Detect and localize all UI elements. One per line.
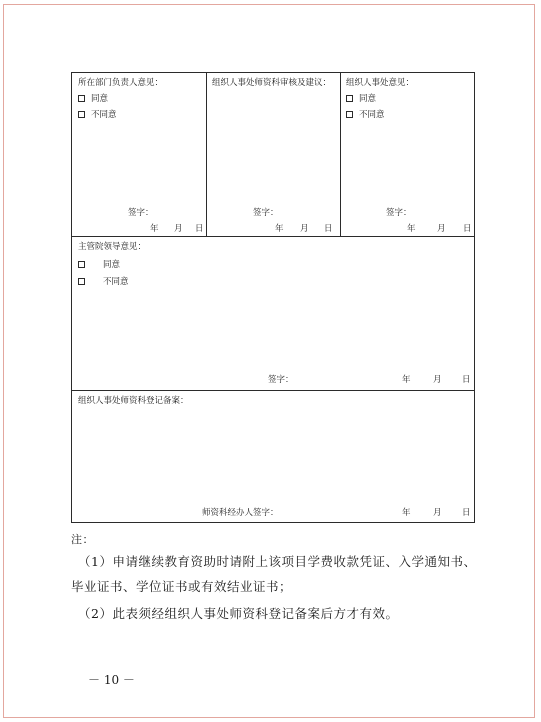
option-agree[interactable] <box>78 260 120 270</box>
checkbox-icon[interactable] <box>78 261 85 268</box>
department-head-opinion-title: 所在部门负责人意见： <box>78 78 164 88</box>
checkbox-icon[interactable] <box>346 95 353 102</box>
checkbox-icon[interactable] <box>78 278 85 285</box>
signature-label: 签字： <box>268 375 294 385</box>
page-number: － 10 － <box>88 673 135 687</box>
supervising-leader-opinion-cell <box>72 237 474 390</box>
hr-department-opinion-title: 组织人事处意见： <box>346 78 415 88</box>
option-agree-label: 同意 <box>91 94 109 104</box>
checkbox-icon[interactable] <box>78 95 85 102</box>
hr-faculty-review-title: 组织人事处师资科审核及建议： <box>212 78 332 88</box>
option-agree-label: 同意 <box>103 260 121 270</box>
faculty-registration-title: 组织人事处师资科登记备案： <box>78 396 189 406</box>
option-agree-label: 同意 <box>359 94 377 104</box>
date-month: 月 <box>433 375 442 385</box>
date-day: 日 <box>463 224 472 234</box>
note-line-1: （1）申请继续教育资助时请附上该项目学费收款凭证、入学通知书、 <box>78 554 477 569</box>
date-month: 月 <box>437 224 446 234</box>
signature-label: 签字： <box>128 208 154 218</box>
option-agree[interactable] <box>78 94 108 104</box>
date-day: 日 <box>462 375 471 385</box>
option-disagree[interactable] <box>78 110 117 120</box>
option-agree[interactable] <box>346 94 376 104</box>
handler-signature-label: 师资科经办人签字： <box>202 508 279 518</box>
notes-heading: 注： <box>71 533 94 546</box>
date-day: 日 <box>462 508 471 518</box>
option-disagree-label: 不同意 <box>359 110 385 120</box>
hr-faculty-review-cell <box>207 73 340 236</box>
checkbox-icon[interactable] <box>78 111 85 118</box>
date-month: 月 <box>174 224 183 234</box>
supervising-leader-opinion-title: 主管院领导意见： <box>78 242 147 252</box>
date-year: 年 <box>407 224 416 234</box>
checkbox-icon[interactable] <box>346 111 353 118</box>
option-disagree[interactable] <box>346 110 385 120</box>
date-day: 日 <box>324 224 333 234</box>
department-head-opinion-cell <box>72 73 206 236</box>
signature-label: 签字： <box>386 208 412 218</box>
date-year: 年 <box>402 375 411 385</box>
signature-label: 签字： <box>253 208 279 218</box>
option-disagree[interactable] <box>78 277 129 287</box>
note-line-3: （2）此表须经组织人事处师资科登记备案后方才有效。 <box>78 606 399 621</box>
note-line-2: 毕业证书、学位证书或有效结业证书； <box>71 579 293 594</box>
approval-form-table <box>71 72 475 523</box>
option-disagree-label: 不同意 <box>103 277 129 287</box>
date-year: 年 <box>402 508 411 518</box>
date-month: 月 <box>433 508 442 518</box>
faculty-registration-cell <box>72 391 474 522</box>
date-year: 年 <box>150 224 159 234</box>
option-disagree-label: 不同意 <box>91 110 117 120</box>
date-year: 年 <box>275 224 284 234</box>
hr-department-opinion-cell <box>341 73 474 236</box>
date-day: 日 <box>195 224 204 234</box>
date-month: 月 <box>300 224 309 234</box>
